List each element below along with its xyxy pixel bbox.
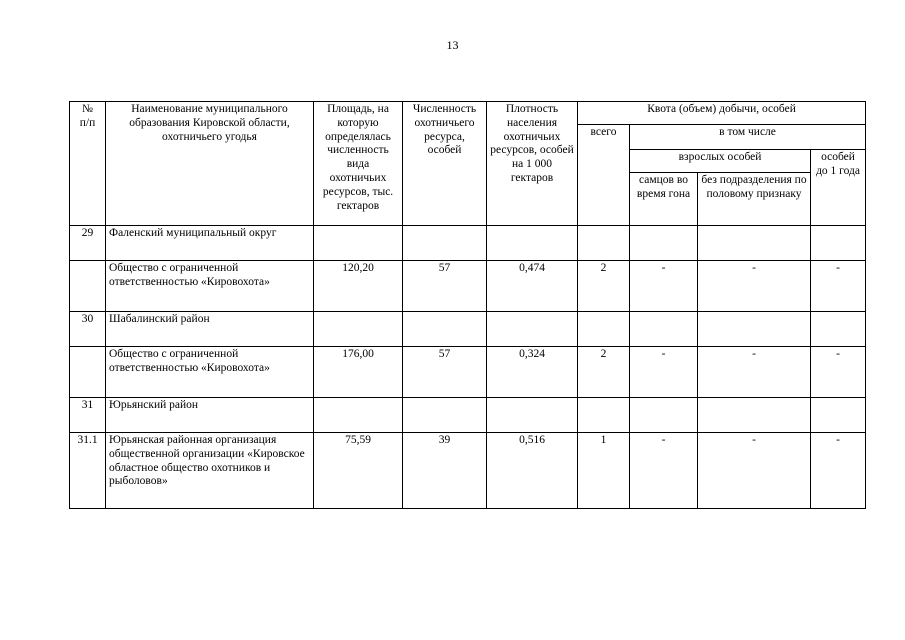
- row-young: -: [811, 347, 866, 398]
- row-name: Юрьянский район: [106, 398, 314, 433]
- table-row: [70, 347, 866, 398]
- row-young: -: [811, 433, 866, 509]
- row-count: 39: [403, 433, 487, 509]
- header-total: всего: [578, 125, 630, 226]
- row-nodiv: -: [698, 433, 811, 509]
- header-no-sex-division: без подразделения по половому признаку: [698, 173, 811, 226]
- row-nodiv: -: [698, 261, 811, 312]
- header-num: № п/п: [70, 102, 106, 226]
- header-count: Численность охотничьего ресурса, особей: [403, 102, 487, 226]
- table-row: [70, 433, 866, 509]
- row-name: Общество с ограниченной ответственностью «Кировохота»: [106, 261, 314, 312]
- row-young: -: [811, 261, 866, 312]
- header-juveniles: особей до 1 года: [811, 150, 866, 226]
- row-name: Шабалинский район: [106, 312, 314, 347]
- row-total: 2: [578, 261, 630, 312]
- row-density: 0,324: [487, 347, 578, 398]
- row-area: 120,20: [314, 261, 403, 312]
- row-name: Юрьянская районная организация общественной организации «Кировское областное общество охотников и рыболовов»: [106, 433, 314, 509]
- table-row: [70, 261, 866, 312]
- header-name: Наименование муниципального образования Кировской области, охотничьего угодья: [106, 102, 314, 226]
- row-males: -: [630, 261, 698, 312]
- row-num: 31.1: [70, 433, 106, 509]
- header-adults: взрослых особей: [630, 150, 811, 173]
- row-num: 31: [70, 398, 106, 433]
- row-total: 2: [578, 347, 630, 398]
- row-males: -: [630, 347, 698, 398]
- quota-table: [69, 101, 866, 509]
- row-density: 0,474: [487, 261, 578, 312]
- row-num: [70, 347, 106, 398]
- row-area: 176,00: [314, 347, 403, 398]
- table-row: [70, 398, 866, 433]
- row-nodiv: -: [698, 347, 811, 398]
- row-num: 29: [70, 226, 106, 261]
- row-name: Общество с ограниченной ответственностью «Кировохота»: [106, 347, 314, 398]
- header-area: Площадь, на которую определялась численность вида охотничьих ресурсов, тыс. гектаров: [314, 102, 403, 226]
- row-count: 57: [403, 261, 487, 312]
- header-males-rut: самцов во время гона: [630, 173, 698, 226]
- row-name: Фаленский муниципальный округ: [106, 226, 314, 261]
- table-row: [70, 312, 866, 347]
- row-area: 75,59: [314, 433, 403, 509]
- row-density: 0,516: [487, 433, 578, 509]
- header-quota: Квота (объем) добычи, особей: [578, 102, 866, 125]
- row-count: 57: [403, 347, 487, 398]
- row-num: 30: [70, 312, 106, 347]
- header-including: в том числе: [630, 125, 866, 150]
- row-males: -: [630, 433, 698, 509]
- table-row: [70, 226, 866, 261]
- page-number: 13: [446, 38, 459, 52]
- row-num: [70, 261, 106, 312]
- header-density: Плотность населения охотничьих ресурсов, особей на 1 000 гектаров: [487, 102, 578, 226]
- row-total: 1: [578, 433, 630, 509]
